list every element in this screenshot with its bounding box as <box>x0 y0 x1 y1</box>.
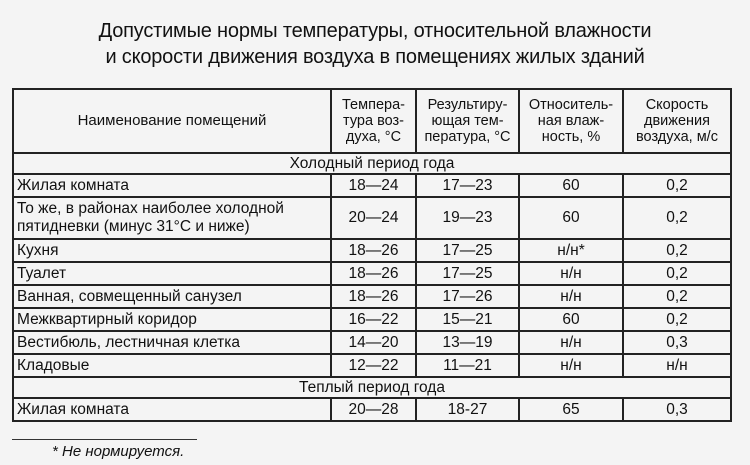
table-row <box>13 308 731 331</box>
table-row <box>13 174 731 197</box>
header-resulting-temperature <box>416 89 519 153</box>
cell-air-speed: 0,3 <box>623 398 731 421</box>
cell-temperature: 18—24 <box>331 174 416 197</box>
header-humidity-line: ная влаж- <box>537 113 605 129</box>
cell-temperature: 14—20 <box>331 331 416 354</box>
cell-room-name: Ванная, совмещенный санузел <box>13 285 331 308</box>
cell-temperature: 18—26 <box>331 239 416 262</box>
header-result-line: ющая тем- <box>431 113 504 129</box>
table-row <box>13 262 731 285</box>
cell-humidity: 60 <box>519 308 623 331</box>
header-name: Наименование помещений <box>13 89 331 153</box>
cell-room-name: Межквартирный коридор <box>13 308 331 331</box>
cell-humidity: н/н* <box>519 239 623 262</box>
norms-table <box>12 88 732 422</box>
header-humidity <box>519 89 623 153</box>
header-humidity-line: Относитель- <box>528 97 614 113</box>
header-temperature-line: духа, °С <box>345 129 402 145</box>
cell-humidity: н/н <box>519 262 623 285</box>
cell-air-speed: 0,2 <box>623 262 731 285</box>
table-row <box>13 398 731 421</box>
cell-temperature: 20—24 <box>331 197 416 239</box>
header-speed-line: движения <box>644 113 710 129</box>
header-speed-line: воздуха, м/с <box>636 129 718 145</box>
cell-humidity: 65 <box>519 398 623 421</box>
section-warm-period: Теплый период года <box>13 377 731 398</box>
table-row <box>13 239 731 262</box>
footnote-divider <box>12 439 197 440</box>
table-row <box>13 285 731 308</box>
section-row-warm <box>13 377 731 398</box>
cell-resulting-temperature: 15—21 <box>416 308 519 331</box>
cell-room-name: Жилая комната <box>13 174 331 197</box>
cell-air-speed: 0,2 <box>623 174 731 197</box>
header-temperature-line: тура воз- <box>343 113 404 129</box>
cell-temperature: 20—28 <box>331 398 416 421</box>
header-humidity-line: ность, % <box>541 129 601 145</box>
cell-resulting-temperature: 18-27 <box>416 398 519 421</box>
cell-room-name: Туалет <box>13 262 331 285</box>
cell-room-name: Жилая комната <box>13 398 331 421</box>
cell-air-speed: 0,2 <box>623 239 731 262</box>
header-speed-line: Скорость <box>645 97 709 113</box>
cell-humidity: 60 <box>519 174 623 197</box>
cell-humidity: н/н <box>519 331 623 354</box>
cell-air-speed: н/н <box>623 354 731 377</box>
cell-air-speed: 0,2 <box>623 285 731 308</box>
cell-humidity: н/н <box>519 285 623 308</box>
header-temperature <box>331 89 416 153</box>
cell-resulting-temperature: 11—21 <box>416 354 519 377</box>
cell-humidity: 60 <box>519 197 623 239</box>
title-line-2: и скорости движения воздуха в помещениях жилых зданий <box>105 46 645 68</box>
cell-temperature: 18—26 <box>331 285 416 308</box>
cell-resulting-temperature: 19—23 <box>416 197 519 239</box>
table-row <box>13 354 731 377</box>
cell-air-speed: 0,2 <box>623 197 731 239</box>
section-cold-period: Холодный период года <box>13 153 731 174</box>
cell-resulting-temperature: 17—26 <box>416 285 519 308</box>
header-result-line: пература, °С <box>424 129 511 145</box>
cell-temperature: 16—22 <box>331 308 416 331</box>
header-result-line: Результиру- <box>427 97 508 113</box>
cell-temperature: 18—26 <box>331 262 416 285</box>
footnote: * Не нормируется. <box>52 443 185 460</box>
section-row-cold <box>13 153 731 174</box>
table-header-row <box>13 89 731 153</box>
cell-resulting-temperature: 13—19 <box>416 331 519 354</box>
room-name-line: То же, в районах наиболее холодной <box>17 200 284 217</box>
cell-humidity: н/н <box>519 354 623 377</box>
table-row <box>13 197 731 239</box>
cell-room-name: Кухня <box>13 239 331 262</box>
room-name-line: пятидневки (минус 31°С и ниже) <box>17 218 250 235</box>
header-air-speed <box>623 89 731 153</box>
cell-resulting-temperature: 17—23 <box>416 174 519 197</box>
header-temperature-line: Темпера- <box>342 97 405 113</box>
cell-air-speed: 0,2 <box>623 308 731 331</box>
title-line-1: Допустимые нормы температуры, относительной влажности <box>98 20 652 42</box>
cell-resulting-temperature: 17—25 <box>416 239 519 262</box>
cell-air-speed: 0,3 <box>623 331 731 354</box>
cell-room-name: Вестибюль, лестничная клетка <box>13 331 331 354</box>
cell-room-name: Кладовые <box>13 354 331 377</box>
document-title <box>0 18 750 70</box>
cell-resulting-temperature: 17—25 <box>416 262 519 285</box>
table-row <box>13 331 731 354</box>
cell-temperature: 12—22 <box>331 354 416 377</box>
cell-room-name <box>13 197 331 239</box>
